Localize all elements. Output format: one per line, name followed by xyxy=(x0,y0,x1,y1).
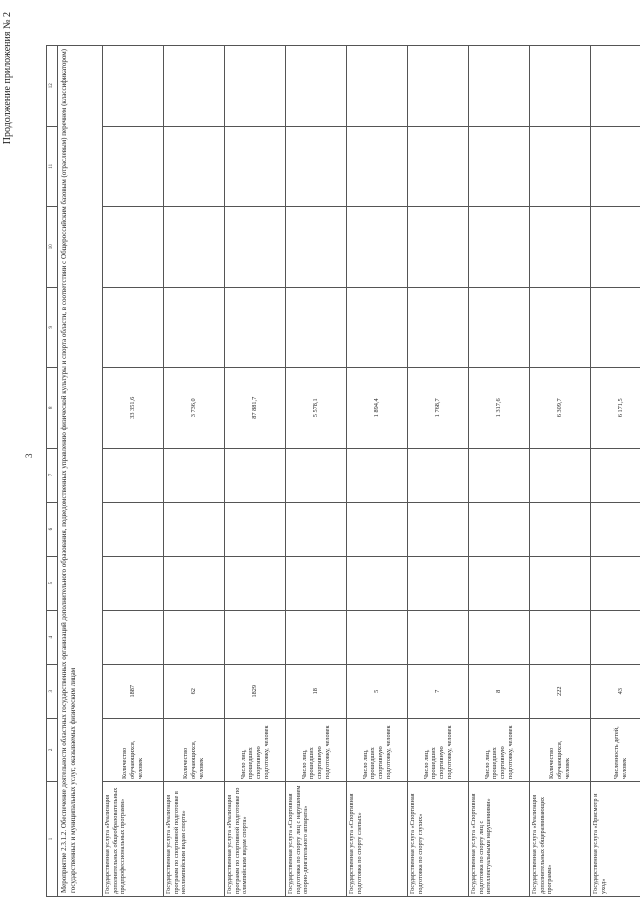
financing-amount: 1 894,4 xyxy=(347,368,408,449)
column-number-row xyxy=(47,46,58,897)
empty-cell xyxy=(408,126,469,207)
empty-cell xyxy=(225,287,286,368)
empty-cell xyxy=(164,46,225,127)
empty-cell xyxy=(164,610,225,664)
empty-cell xyxy=(530,126,591,207)
empty-cell xyxy=(225,448,286,502)
empty-cell xyxy=(469,126,530,207)
empty-cell xyxy=(286,610,347,664)
empty-cell xyxy=(591,287,640,368)
column-number: 2 xyxy=(47,718,58,781)
indicator-name: Количество обучающихся, человек xyxy=(103,718,164,781)
empty-cell xyxy=(591,502,640,556)
column-number: 1 xyxy=(47,782,58,897)
indicator-value: 62 xyxy=(164,664,225,718)
financing-amount: 5 578,1 xyxy=(286,368,347,449)
empty-cell xyxy=(164,287,225,368)
empty-cell xyxy=(469,556,530,610)
empty-cell xyxy=(286,287,347,368)
section-row xyxy=(58,46,103,897)
table-row xyxy=(164,46,225,897)
empty-cell xyxy=(225,46,286,127)
table-row xyxy=(408,46,469,897)
table-row xyxy=(347,46,408,897)
empty-cell xyxy=(469,448,530,502)
empty-cell xyxy=(347,287,408,368)
empty-cell xyxy=(347,610,408,664)
indicator-name: Число лиц, прошедших спортивную подготовку, человек xyxy=(286,718,347,781)
empty-cell xyxy=(591,46,640,127)
empty-cell xyxy=(591,126,640,207)
indicator-value: 5 xyxy=(347,664,408,718)
empty-cell xyxy=(103,556,164,610)
service-name: Государственная услуга «Реализация дополнительных общеобразовательных предпрофессиональных программ» xyxy=(103,782,164,897)
indicator-value: 1887 xyxy=(103,664,164,718)
indicator-name: Число лиц, прошедших спортивную подготовку, человек xyxy=(347,718,408,781)
empty-cell xyxy=(591,448,640,502)
table-row xyxy=(103,46,164,897)
service-name: Государственная услуга «Реализация программ по спортивной подготовке в неолимпийским видам спорта» xyxy=(164,782,225,897)
empty-cell xyxy=(164,502,225,556)
column-number: 8 xyxy=(47,368,58,449)
empty-cell xyxy=(530,556,591,610)
column-number: 12 xyxy=(47,46,58,127)
empty-cell xyxy=(225,556,286,610)
empty-cell xyxy=(347,502,408,556)
service-name: Государственная услуга «Спортивная подготовка по спорту глухих» xyxy=(408,782,469,897)
empty-cell xyxy=(530,610,591,664)
empty-cell xyxy=(408,207,469,288)
empty-cell xyxy=(591,207,640,288)
empty-cell xyxy=(408,610,469,664)
empty-cell xyxy=(103,287,164,368)
empty-cell xyxy=(286,207,347,288)
empty-cell xyxy=(286,448,347,502)
empty-cell xyxy=(530,448,591,502)
column-number: 10 xyxy=(47,207,58,288)
indicator-value: 43 xyxy=(591,664,640,718)
service-name: Государственная услуга «Реализация дополнительных общеразвивающих программ» xyxy=(530,782,591,897)
indicator-value: 1829 xyxy=(225,664,286,718)
empty-cell xyxy=(408,502,469,556)
column-number: 9 xyxy=(47,287,58,368)
empty-cell xyxy=(103,448,164,502)
empty-cell xyxy=(347,556,408,610)
empty-cell xyxy=(103,502,164,556)
empty-cell xyxy=(347,126,408,207)
empty-cell xyxy=(469,287,530,368)
empty-cell xyxy=(469,207,530,288)
empty-cell xyxy=(103,207,164,288)
empty-cell xyxy=(286,126,347,207)
empty-cell xyxy=(469,46,530,127)
empty-cell xyxy=(408,556,469,610)
financing-amount: 1 317,6 xyxy=(469,368,530,449)
column-number: 7 xyxy=(47,448,58,502)
indicator-name: Число лиц, прошедших спортивную подготовку, человек xyxy=(225,718,286,781)
empty-cell xyxy=(347,207,408,288)
budget-table xyxy=(46,45,640,897)
appendix-label: Продолжение приложения № 2 xyxy=(2,12,13,145)
table-row xyxy=(469,46,530,897)
service-name: Государственная услуга «Реализация программ по спортивной подготовке по олимпийским видам спорта» xyxy=(225,782,286,897)
empty-cell xyxy=(103,126,164,207)
section-text: Мероприятие 2.3.1.2. Обеспечение деятельности областных государственных организаций дополнительного образования, подведомственных управлению физической культуры и спорта области, в соответствии с Общероссийским базовым (отраслевым) перечнем (классификатором) государственных и муниципальных услуг, оказываемых физическим лицам xyxy=(58,46,103,897)
column-number: 5 xyxy=(47,556,58,610)
indicator-name: Число лиц, прошедших спортивную подготовку, человек xyxy=(469,718,530,781)
empty-cell xyxy=(164,207,225,288)
empty-cell xyxy=(591,610,640,664)
table-row xyxy=(286,46,347,897)
empty-cell xyxy=(225,610,286,664)
empty-cell xyxy=(164,556,225,610)
empty-cell xyxy=(225,207,286,288)
empty-cell xyxy=(591,556,640,610)
financing-amount: 3 736,0 xyxy=(164,368,225,449)
empty-cell xyxy=(286,556,347,610)
indicator-name: Численность детей, человек xyxy=(591,718,640,781)
empty-cell xyxy=(225,502,286,556)
financing-amount: 33 351,6 xyxy=(103,368,164,449)
empty-cell xyxy=(469,502,530,556)
indicator-name: Число лиц, прошедших спортивную подготовку, человек xyxy=(408,718,469,781)
empty-cell xyxy=(225,126,286,207)
empty-cell xyxy=(530,287,591,368)
empty-cell xyxy=(469,610,530,664)
empty-cell xyxy=(286,502,347,556)
empty-cell xyxy=(530,502,591,556)
indicator-value: 18 xyxy=(286,664,347,718)
empty-cell xyxy=(103,610,164,664)
empty-cell xyxy=(408,448,469,502)
indicator-name: Количество обучающихся, человек xyxy=(164,718,225,781)
service-name: Государственная услуга «Спортивная подготовка по спорту лиц с нарушением опорно-двигательного аппарата» xyxy=(286,782,347,897)
service-name: Государственная услуга «Спортивная подготовка по спорту слепых» xyxy=(347,782,408,897)
indicator-value: 7 xyxy=(408,664,469,718)
table-row xyxy=(530,46,591,897)
financing-amount: 87 881,7 xyxy=(225,368,286,449)
financing-amount: 1 768,7 xyxy=(408,368,469,449)
empty-cell xyxy=(530,207,591,288)
column-number: 11 xyxy=(47,126,58,207)
service-name: Государственная услуга «Присмотр и уход» xyxy=(591,782,640,897)
empty-cell xyxy=(103,46,164,127)
empty-cell xyxy=(164,448,225,502)
financing-amount: 6 171,5 xyxy=(591,368,640,449)
service-name: Государственная услуга «Спортивная подготовка по спорту лиц с интеллектуальными нарушениями» xyxy=(469,782,530,897)
table-row xyxy=(225,46,286,897)
column-number: 4 xyxy=(47,610,58,664)
indicator-value: 222 xyxy=(530,664,591,718)
indicator-name: Количество обучающихся, человек xyxy=(530,718,591,781)
empty-cell xyxy=(347,448,408,502)
empty-cell xyxy=(286,46,347,127)
column-number: 3 xyxy=(47,664,58,718)
empty-cell xyxy=(164,126,225,207)
page-number: 3 xyxy=(24,453,34,458)
column-number: 6 xyxy=(47,502,58,556)
indicator-value: 8 xyxy=(469,664,530,718)
financing-amount: 6 309,7 xyxy=(530,368,591,449)
empty-cell xyxy=(408,287,469,368)
empty-cell xyxy=(408,46,469,127)
empty-cell xyxy=(530,46,591,127)
table-row xyxy=(591,46,640,897)
empty-cell xyxy=(347,46,408,127)
